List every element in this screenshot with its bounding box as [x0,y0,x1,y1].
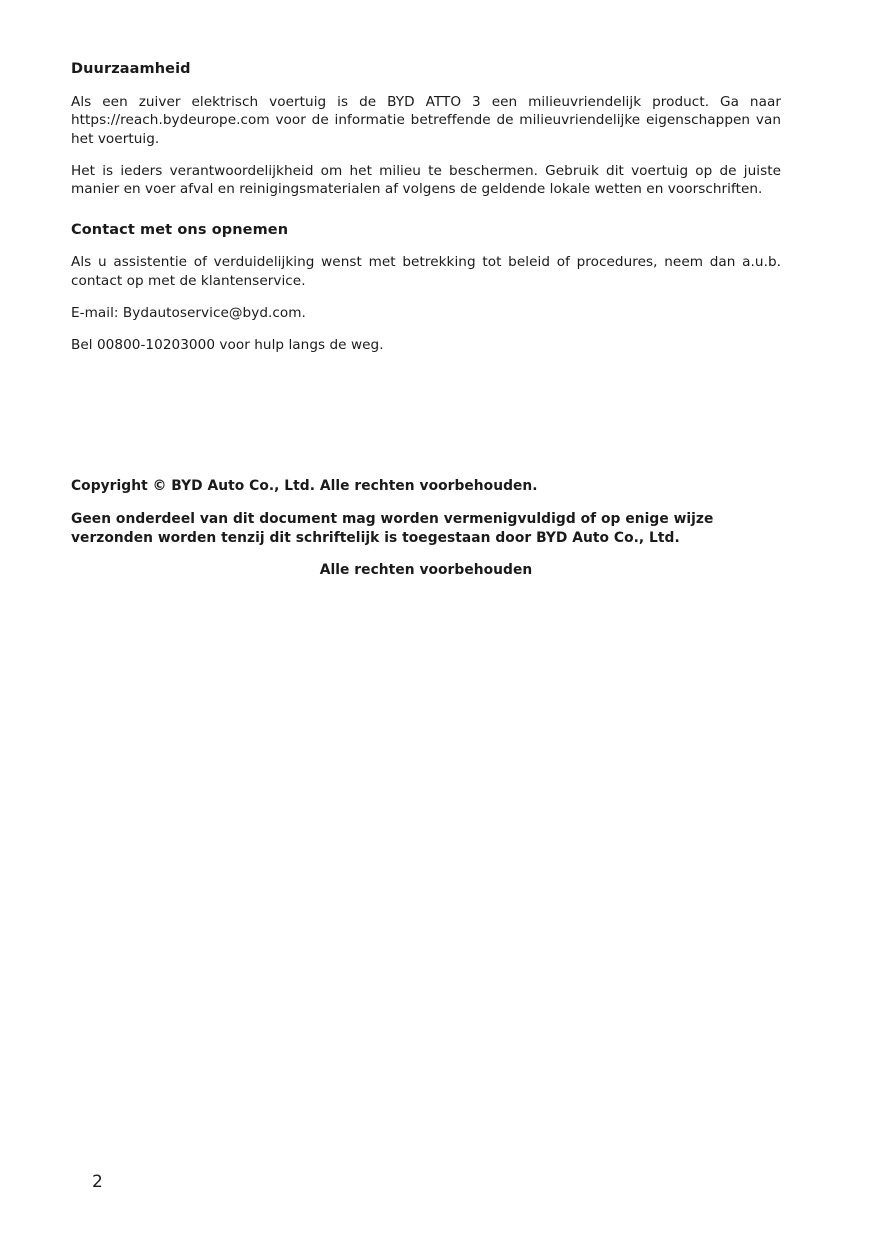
contact-email-line: E-mail: Bydautoservice@byd.com. [71,305,306,322]
page-content [71,60,781,578]
contact-phone-line: Bel 00800-10203000 voor hulp langs de weg. [71,337,384,354]
section-heading-sustainability: Duurzaamheid [71,61,191,77]
all-rights-reserved: Alle rechten voorbehouden [319,561,533,578]
page-number: 2 [92,1172,103,1192]
copyright-notice: Copyright © BYD Auto Co., Ltd. Alle rechten voorbehouden. [71,477,538,494]
footer-spacer [71,369,781,477]
reproduction-notice: Geen onderdeel van dit document mag worden vermenigvuldigd of op enige wijze verzonden worden tenzij dit schriftelijk is toegestaan door BYD Auto Co., Ltd. [71,510,714,546]
section-heading-contact: Contact met ons opnemen [71,221,289,238]
sustainability-paragraph-2: Het is ieders verantwoordelijkheid om het milieu te beschermen. Gebruik dit voertuig op de juiste manier en voer afval en reinigingsmaterialen af volgens de geldende lokale wetten en voorschriften. [71,162,781,198]
contact-paragraph-1: Als u assistentie of verduidelijking wenst met betrekking tot beleid of procedures, neem dan a.u.b. contact op met de klantenservice. [71,254,781,289]
sustainability-paragraph-1: Als een zuiver elektrisch voertuig is de BYD ATTO 3 een milieuvriendelijk product. Ga naar https://reach.bydeurope.com voor de informatie betreffende de milieuvriendelijke eigenschappen van het voertuig. [71,93,781,147]
